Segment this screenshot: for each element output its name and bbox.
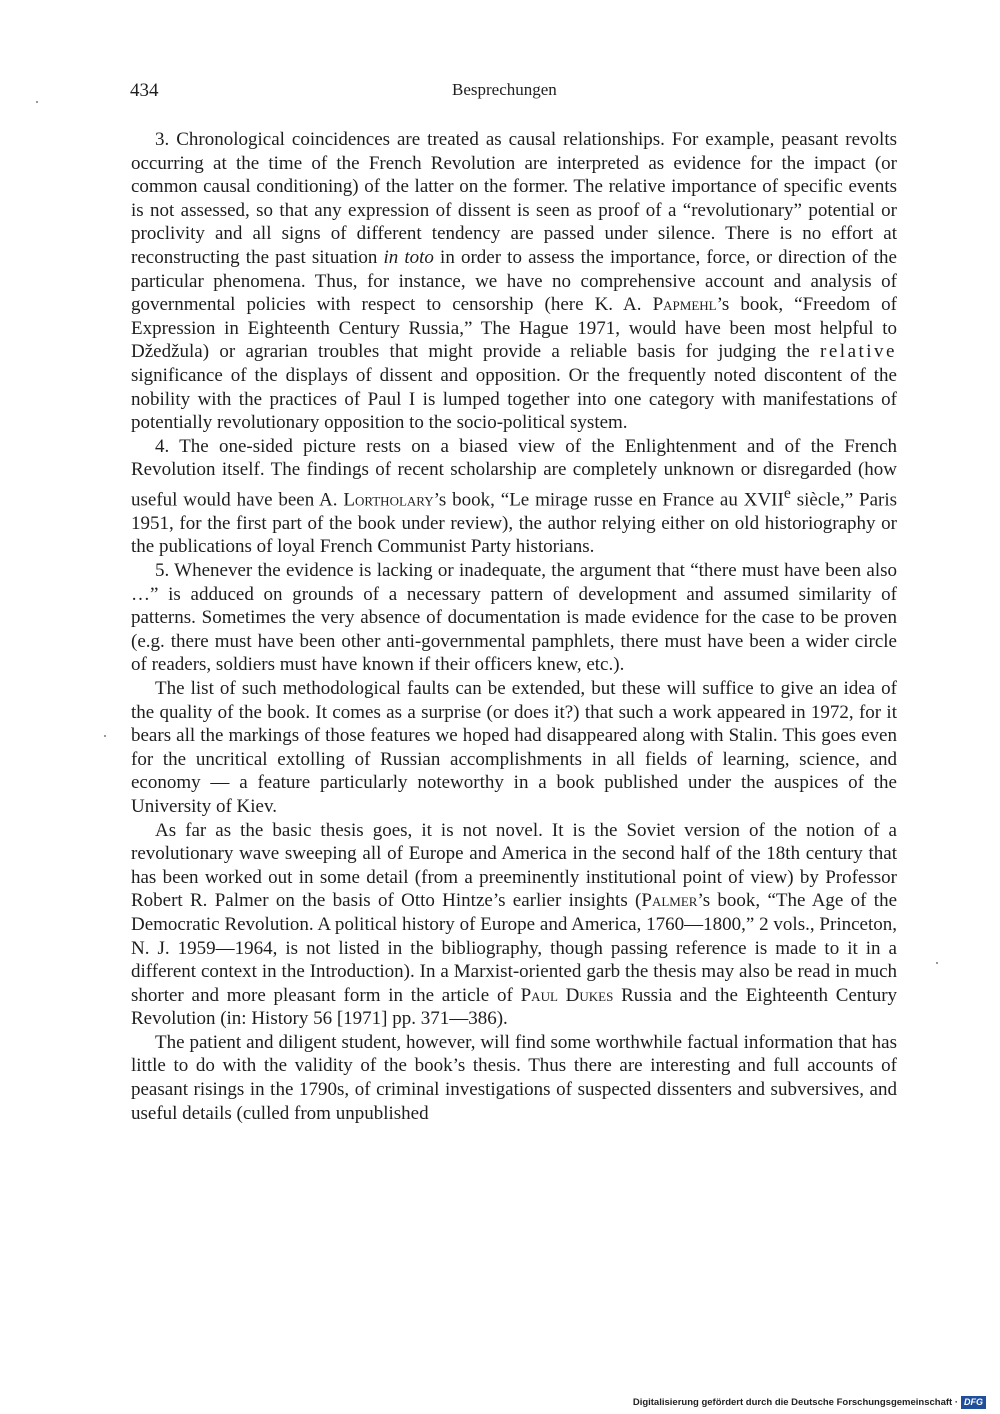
text-run: ’s book, “Le mirage russe en France au XVII [433,489,784,511]
author-name: Paul Dukes [520,984,614,1006]
article-body [131,128,897,1125]
paragraph-patient-student: The patient and diligent student, however, will find some worthwhile factual information that has little to do with the validity of the book’s thesis. Thus there are interesting and full accounts of peasant risings in the 1790s, of criminal investigations of suspected dissenters and subversives, and useful details (culled from unpublished [131,1031,897,1124]
scan-speck [936,962,938,964]
author-name: Lortholary [343,489,434,511]
text-run: Russia and the Eighteenth Century Revolution (in: History 56 [1971] pp. 371—386). [131,984,898,1030]
text-run: significance of the displays of dissent and opposition. Or the frequently noted discontent of the nobility with the practices of Paul I is lumped together into one category with manifestations of potentially revolutionary opposition to the socio-political system. [131,364,897,434]
paragraph-point-3 [131,128,897,435]
text-run: 4. The one-sided picture rests on a biased view of the Enlightenment and of the French Revolution itself. The findings of recent scholarship are completely unknown or disregarded (how useful would have been A. [131,435,897,511]
scan-speck [36,101,38,103]
scan-speck [104,735,106,737]
text-run: ’s book, “The Age of the Democratic Revolution. A political history of Europe and America, 1760—1800,” 2 vols., Princeton, N. J. 1959—1964, is not listed in the bibliography, though passing reference is made to it in a different context in the Introduction). In a Marxist-oriented garb the thesis may also be read in much shorter and more pleasant form in the article of [131,890,897,1006]
paragraph-point-5: 5. Whenever the evidence is lacking or inadequate, the argument that “there must have been also …” is adduced on grounds of a necessary pattern of development and assumed similarity of patterns. Sometimes the very absence of documentation is made evidence for the case to be proven (e.g. there must have been other anti-governmental pamphlets, there must have been a wider circle of readers, soldiers must have known if their officers knew, etc.). [131,560,897,676]
text-run: siècle,” Paris 1951, for the first part of the book under review), the author relying either on old historiography or the publications of loyal French Communist Party historians. [131,489,897,558]
footer-text: Digitalisierung gefördert durch die Deutsche Forschungsgemeinschaft · [632,1397,958,1408]
page-number: 434 [130,80,159,101]
text-run: in order to assess the importance, force, or direction of the particular phenomena. Thus, for instance, we have no comprehensive account and analysis of governmental policies with respect to censorship (here K. A. [131,246,897,316]
emphasized-word: relative [820,341,897,363]
paragraph-point-4 [131,435,897,559]
text-run: ’s book, “Freedom of Expression in Eighteenth Century Russia,” The Hague 1971, would have been most helpful to Džedžula) or agrarian troubles that might provide a reliable basis for judging the [131,294,897,363]
author-name: Palmer [641,890,698,912]
paragraph-methodological-faults: The list of such methodological faults can be extended, but these will suffice to give an idea of the quality of the book. It comes as a surprise (or does it?) that such a work appeared in 1972, for it bears all the markings of those features we hoped had disappeared along with Stalin. This goes even for the uncritical extolling of Russian accomplishments in all fields of learning, science, and economy — a feature particularly noteworthy in a book published under the auspices of the University of Kiev. [131,677,897,817]
superscript: e [783,484,791,502]
running-head: Besprechungen [452,80,557,99]
author-name: Papmehl [652,294,717,316]
latin-phrase: in toto [383,246,434,268]
text-run: As far as the basic thesis goes, it is not novel. It is the Soviet version of the notion of a revolutionary wave sweeping all of Europe and America in the second half of the 18th century that has been worked out in some detail (from a preeminently institutional point of view) by Professor Robert R. Palmer on the basis of Otto Hintze’s earlier insights ( [131,819,897,912]
digitization-footer [633,1396,986,1409]
dfg-logo-icon: DFG [961,1396,986,1409]
paragraph-basic-thesis [131,819,897,1031]
text-run: 3. Chronological coincidences are treated as causal relationships. For example, peasant revolts occurring at the time of the French Revolution are interpreted as evidence for the impact (or common causal conditioning) of the latter on the former. The relative importance of specific events is not assessed, so that any expression of dissent is seen as proof of a “revolutionary” potential or proclivity and all signs of different tendency are passed under silence. There is no effort at reconstructing the past situation [131,129,897,268]
